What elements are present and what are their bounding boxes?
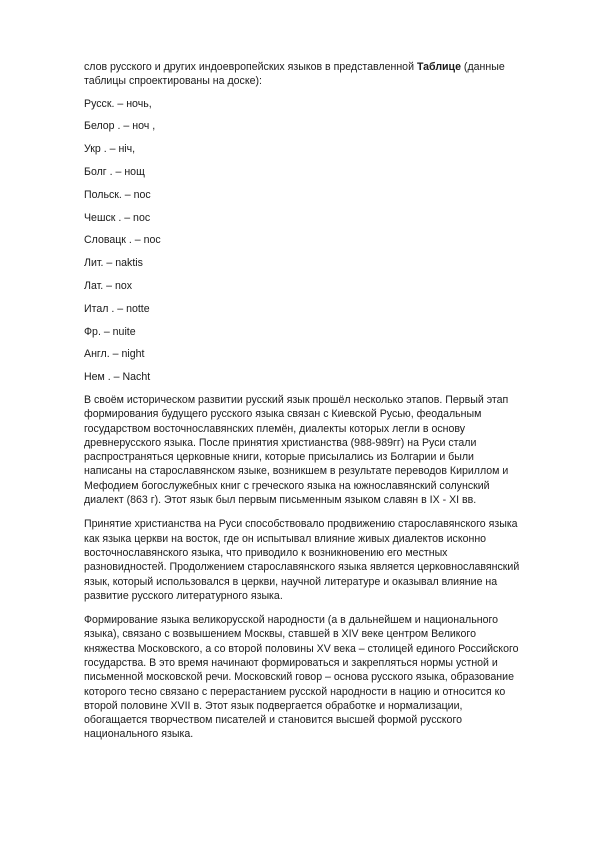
body-paragraph: Формирование языка великорусской народности (а в дальнейшем и национального языка), связано с возвышением Москвы, ставшей в XIV веке центром Великого княжества Московского, а со второй половины XV века – столицей единого Российского государства. В это время начинают формироваться и закрепляться нормы устной и письменной московской речи. Московский говор – основа русского языка, образование которого тесно связано с перерастанием русской народности в нацию и относится ко второй половине XVII в. Этот язык подвергается обработке и нормализации, обогащается творчеством писателей и становится высшей формой русского национального языка. [84, 614, 519, 741]
word-list [84, 97, 524, 393]
word-list-item: Словацк . – noc [84, 234, 161, 247]
intro-bold-term: Таблице [416, 61, 461, 73]
intro-paragraph [84, 60, 524, 89]
intro-text-after: (данные таблицы спроектированы на доске): [84, 61, 505, 88]
document-body [84, 60, 524, 752]
word-list-item: Чешск . – noc [84, 211, 151, 224]
word-list-item: Польск. – noc [84, 188, 151, 201]
word-list-item: Укр . – ніч, [84, 143, 136, 156]
word-list-item: Болг . – нощ [84, 165, 145, 178]
word-list-item: Нем . – Nacht [84, 371, 151, 384]
body-paragraph: В своём историческом развитии русский язык прошёл несколько этапов. Первый этап формирования будущего русского языка связан с Киевской Русью, феодальным государством восточнославянских племён, диалекты которых легли в основу древнерусского языка. После принятия христианства (988-989гг) на Руси стали распространяться церковные книги, которые присылались из Болгарии и были написаны на старославянском языке, возникшем в результате переводов Кириллом и Мефодием богослужебных книг с греческого языка на южнославянский солунский диалект (863 г). Этот язык был первым письменным языком славян в IX - XI вв. [84, 393, 509, 507]
intro-text-before: слов русского и других индоевропейских языков в представленной [84, 61, 417, 73]
word-list-item: Белор . – ноч , [84, 120, 156, 133]
word-list-item: Фр. – nuite [84, 325, 136, 338]
body-paragraph: Принятие христианства на Руси способствовало продвижению старославянского языка как языка церкви на восток, где он испытывал влияние живых диалектов исконно восточнославянского языка, что приводило к возникновению его местных разновидностей. Продолжением старославянского языка является церковнославянский язык, который использовался в церкви, научной литературе и оказывал влияние на развитие русского литературного языка. [84, 518, 520, 602]
word-list-item: Русск. – ночь, [84, 97, 152, 110]
word-list-item: Лит. – naktis [84, 257, 143, 270]
word-list-item: Лат. – nox [84, 279, 133, 292]
word-list-item: Итал . – notte [84, 302, 150, 315]
word-list-item: Англ. – night [84, 348, 145, 361]
